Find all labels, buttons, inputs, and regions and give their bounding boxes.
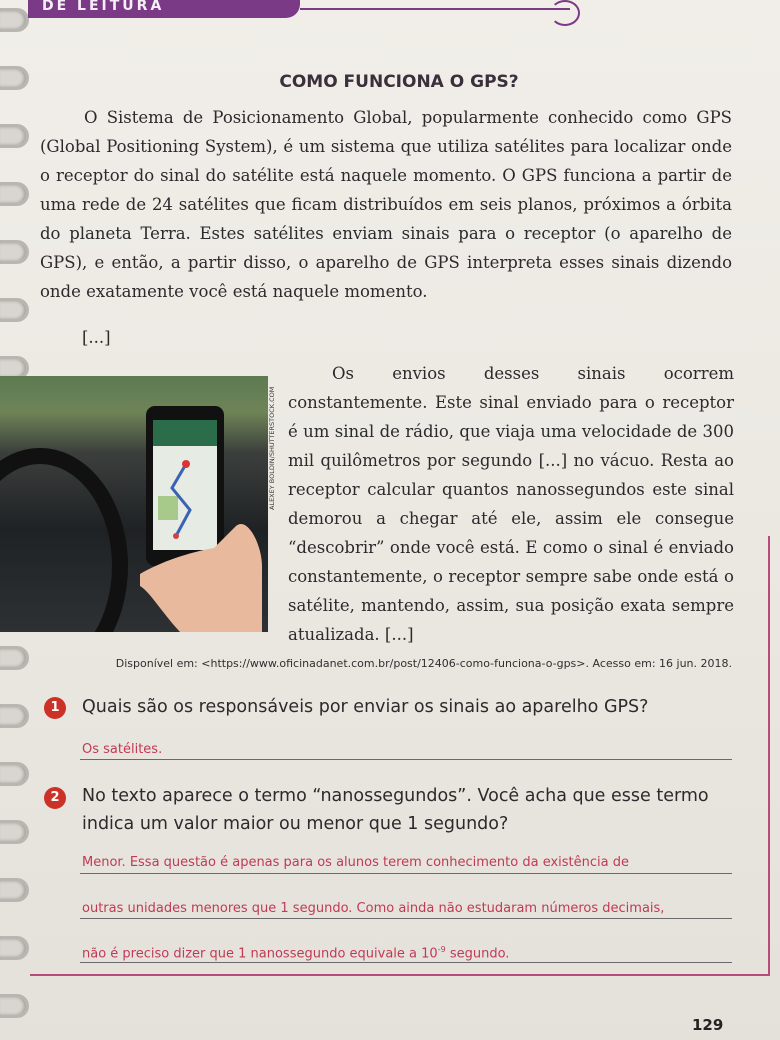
question-1-number: 1 (44, 697, 66, 719)
banner-line (300, 8, 570, 10)
spiral-ring (0, 878, 29, 902)
photo-credit: ALEXEY BOLDIN/SHUTTERSTOCK.COM (268, 386, 276, 510)
spiral-ring (0, 8, 29, 32)
question-2-text-line-2: indica um valor maior ou menor que 1 segundo? (82, 814, 509, 834)
question-1-text: Quais são os responsáveis por enviar os sinais ao aparelho GPS? (82, 697, 649, 717)
spiral-ring (0, 182, 29, 206)
answer-line (80, 962, 732, 963)
steering-wheel (0, 456, 120, 632)
question-2-text-line-1: No texto aparece o termo “nanossegundos”. Você acha que esse termo (82, 786, 709, 806)
exponent: -9 (437, 945, 446, 954)
question-1-answer: Os satélites. (82, 742, 163, 757)
article-title: COMO FUNCIONA O GPS? (279, 72, 519, 92)
spiral-ring (0, 124, 29, 148)
question-2-answer-line-2: outras unidades menores que 1 segundo. Como ainda não estudaram números decimais, (82, 901, 665, 916)
photo-credit-wrap (268, 386, 282, 510)
page-number: 129 (692, 1016, 724, 1034)
spiral-ring (0, 762, 29, 786)
question-2-answer-line-1: Menor. Essa questão é apenas para os alunos terem conhecimento da existência de (82, 855, 629, 870)
answer-line (80, 918, 732, 919)
source-citation: Disponível em: <https://www.oficinadanet.com.br/post/12406-como-funciona-o-gps>. Acesso em: 16 jun. 2018. (115, 657, 732, 670)
gps-phone-illustration (0, 376, 268, 632)
spiral-ring (0, 994, 29, 1018)
section-label: DE LEITURA (42, 0, 165, 14)
start-point-icon (173, 533, 179, 539)
answer-line (80, 873, 732, 874)
frame-border-bottom (30, 974, 770, 976)
spiral-ring (0, 240, 29, 264)
gps-phone-photo (0, 376, 268, 632)
question-2-answer-line-3 (82, 945, 509, 961)
spiral-ring (0, 704, 29, 728)
spiral-ring (0, 820, 29, 844)
map-pin-icon (182, 460, 190, 468)
answer-line (80, 759, 732, 760)
article-ellipsis: [...] (82, 328, 111, 347)
section-banner (28, 0, 300, 18)
spiral-ring (0, 298, 29, 322)
answer-text-end: segundo. (449, 946, 510, 962)
answer-text: não é preciso dizer que 1 nanossegundo equivale a 10 (82, 946, 438, 962)
frame-border-right (768, 536, 770, 976)
question-2-number: 2 (44, 787, 66, 809)
article-paragraph-2: Os envios desses sinais ocorrem constantemente. Este sinal enviado para o receptor é um sinal de rádio, que viaja uma velocidade de 300 mil quilômetros por segundo [...] no vácuo. Resta ao receptor calcular quantos nanossegundos este sinal demorou a chegar até ele, assim ele consegue “descobrir” onde você está. E como o sinal é enviado constantemente, o receptor sempre sabe onde está o satélite, mantendo, assim, sua posição exata sempre atualizada. [...] (288, 364, 734, 644)
phone-header (153, 420, 217, 446)
banner-curl (550, 0, 580, 26)
map-park (158, 496, 178, 520)
article-paragraph-1: O Sistema de Posicionamento Global, popularmente conhecido como GPS (Global Positioning System), é um sistema que utiliza satélites para localizar onde o receptor do sinal do satélite está naquele momento. O GPS funciona a partir de uma rede de 24 satélites que ficam distribuídos em seis planos, próximos a órbita do planeta Terra. Estes satélites enviam sinais para o receptor (o aparelho de GPS), e então, a partir disso, o aparelho de GPS interpreta esses sinais dizendo onde exatamente você está naquele momento. (40, 108, 732, 301)
spiral-ring (0, 936, 29, 960)
